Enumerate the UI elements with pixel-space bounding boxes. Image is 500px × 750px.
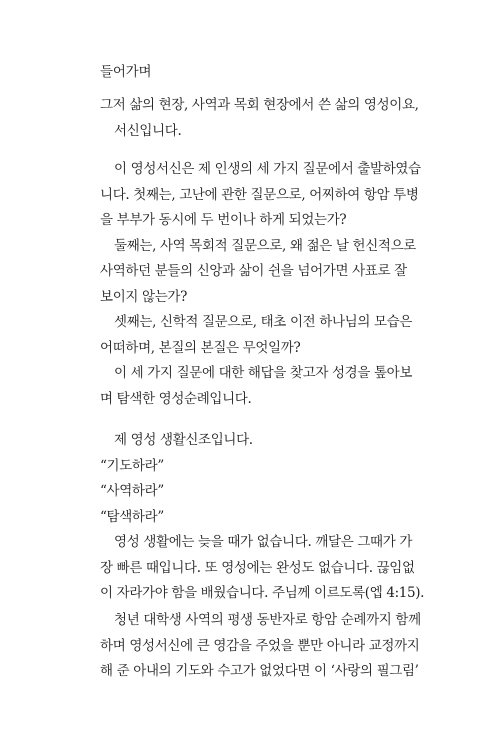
text-line: 둘째는, 사역 목회적 질문으로, 왜 젊은 날 헌신적으로	[114, 237, 416, 254]
section-heading: 들어가며	[100, 64, 152, 80]
text-line: 셋째는, 신학적 질문으로, 태초 이전 하나님의 모습은	[114, 314, 413, 330]
text-line: 을 부부가 동시에 두 번이나 하게 되었는가?	[100, 212, 347, 228]
paragraph-4	[100, 608, 421, 685]
paragraph-2	[100, 157, 421, 412]
text-line: 니다. 첫째는, 고난에 관한 질문으로, 어찌하여 항암 투병	[100, 186, 419, 203]
text-line: 제 영성 생활신조입니다.	[114, 432, 253, 448]
text-line: 서신입니다.	[114, 122, 182, 139]
paragraph-1	[100, 93, 419, 144]
text-line: 해 준 아내의 기도와 수고가 없었다면 이 ‘사랑의 필그림’	[100, 663, 419, 679]
paragraph-3	[100, 428, 425, 607]
text-line: 이 영성서신은 제 인생의 세 가지 질문에서 출발하였습	[114, 161, 421, 177]
text-line: 보이지 않는가?	[100, 288, 187, 305]
text-line: 며 탐색한 영성순례입니다.	[100, 390, 252, 407]
text-line: 영성 생활에는 늦을 때가 없습니다. 깨달은 그때가 가	[114, 534, 413, 550]
text-line: 그저 삶의 현장, 사역과 목회 현장에서 쓴 삶의 영성이요,	[100, 97, 419, 113]
text-line: 사역하던 분들의 신앙과 삶이 쉰을 넘어가면 사표로 잘	[100, 263, 407, 279]
text-line: “탐색하라”	[100, 508, 164, 525]
text-line: 청년 대학생 사역의 평생 동반자로 항암 순례까지 함께	[114, 612, 421, 628]
text-line: 하며 영성서신에 큰 영감을 주었을 뿐만 아니라 교정까지	[100, 637, 420, 654]
text-line: “기도하라”	[100, 457, 164, 474]
text-line: 이 세 가지 질문에 대한 해답을 찾고자 성경을 톺아보	[114, 365, 413, 381]
text-line: 이 자라가야 함을 배웠습니다. 주님께 이르도록(엡 4:15).	[100, 585, 425, 601]
text-line: 장 빠른 때입니다. 또 영성에는 완성도 없습니다. 끊임없	[100, 559, 415, 576]
text-line: “사역하라”	[100, 483, 164, 499]
text-line: 어떠하며, 본질의 본질은 무엇일까?	[100, 339, 301, 356]
